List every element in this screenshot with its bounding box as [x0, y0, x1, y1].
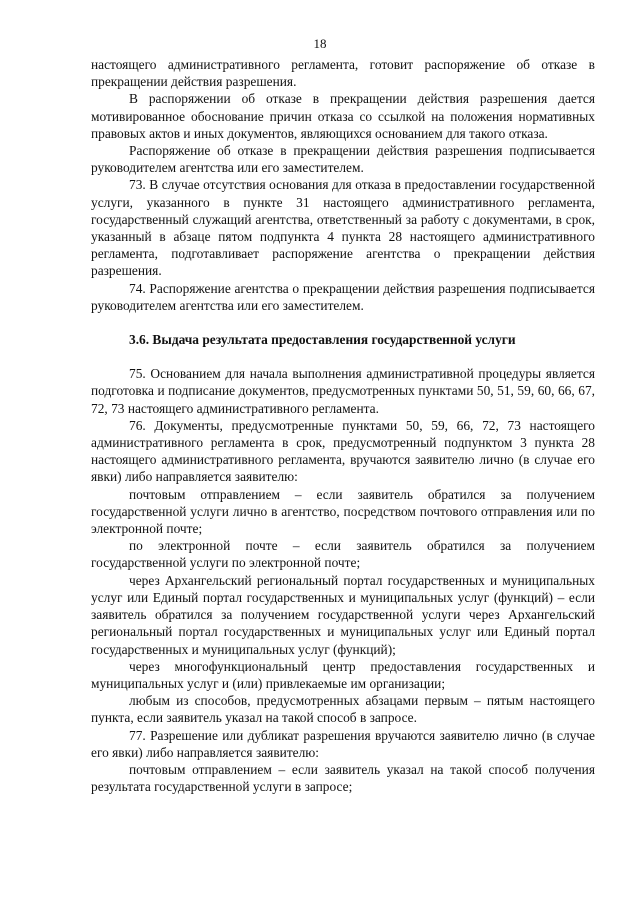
- paragraph-item-77: 77. Разрешение или дубликат разрешения вручаются заявителю лично (в случае его явки) либо направляется заявителю:: [91, 727, 595, 760]
- paragraph-postal-delivery: почтовым отправлением – если заявитель обратился за получением государственной услуги лично в агентство, посредством почтового отправления или по электронной почте;: [91, 486, 595, 537]
- paragraph-portal-delivery: через Архангельский региональный портал государственных и муниципальных услуг или Единый портал государственных и муниципальных услуг (функций) – если заявитель обратился за получением государственной услуги через Архангельский региональный портал государственных и муниципальных услуг или Единый портал государственных и муниципальных услуг (функций);: [91, 572, 595, 657]
- page-number: 18: [313, 36, 327, 51]
- paragraph-item-75: 75. Основанием для начала выполнения административной процедуры является подготовка и подписание документов, предусмотренных пунктами 50, 51, 59, 60, 66, 67, 72, 73 настоящего административного регламента.: [91, 366, 595, 416]
- paragraph-refusal-order-signing: Распоряжение об отказе в прекращении действия разрешения подписывается руководителем агентства или его заместителем.: [91, 143, 595, 176]
- section-heading-3-6: 3.6. Выдача результата предоставления государственной услуги: [129, 332, 516, 348]
- paragraph-item-73: 73. В случае отсутствия основания для отказа в предоставлении государственной услуги, указанного в пункте 31 настоящего административного регламента, государственный служащий агентства, ответственный за работу с документами, в срок, указанный в абзаце пятом подпункта 4 пункта 28 настоящего административного регламента, подготавливает распоряжение агентства о прекращении действия разрешения.: [91, 177, 595, 279]
- paragraph-postal-delivery-77: почтовым отправлением – если заявитель указал на такой способ получения результата государственной услуги в запросе;: [91, 761, 595, 795]
- paragraph-mfc-delivery: через многофункциональный центр предоставления государственных и муниципальных услуг и (или) привлекаемые им организации;: [91, 658, 595, 691]
- document-body: [91, 56, 595, 795]
- paragraph-any-method: любым из способов, предусмотренных абзацами первым – пятым настоящего пункта, если заявитель указал на такой способ в запросе.: [91, 693, 595, 726]
- paragraph-email-delivery: по электронной почте – если заявитель обратился за получением государственной услуги по электронной почте;: [91, 538, 595, 571]
- paragraph-continuation: настоящего административного регламента, готовит распоряжение об отказе в прекращении действия разрешения.: [91, 57, 595, 90]
- paragraph-item-76: 76. Документы, предусмотренные пунктами 50, 59, 66, 72, 73 настоящего административного регламента в срок, предусмотренный подпунктом 3 пункта 28 настоящего административного регламента, вручаются заявителю лично (в случае его явки) либо направляется заявителю:: [91, 417, 595, 485]
- paragraph-item-74: 74. Распоряжение агентства о прекращении действия разрешения подписывается руководителем агентства или его заместителем.: [91, 280, 595, 313]
- paragraph-refusal-order-justification: В распоряжении об отказе в прекращении действия разрешения дается мотивированное обоснование причин отказа со ссылкой на положения нормативных правовых актов и иных документов, являющихся основанием для такого отказа.: [91, 91, 595, 141]
